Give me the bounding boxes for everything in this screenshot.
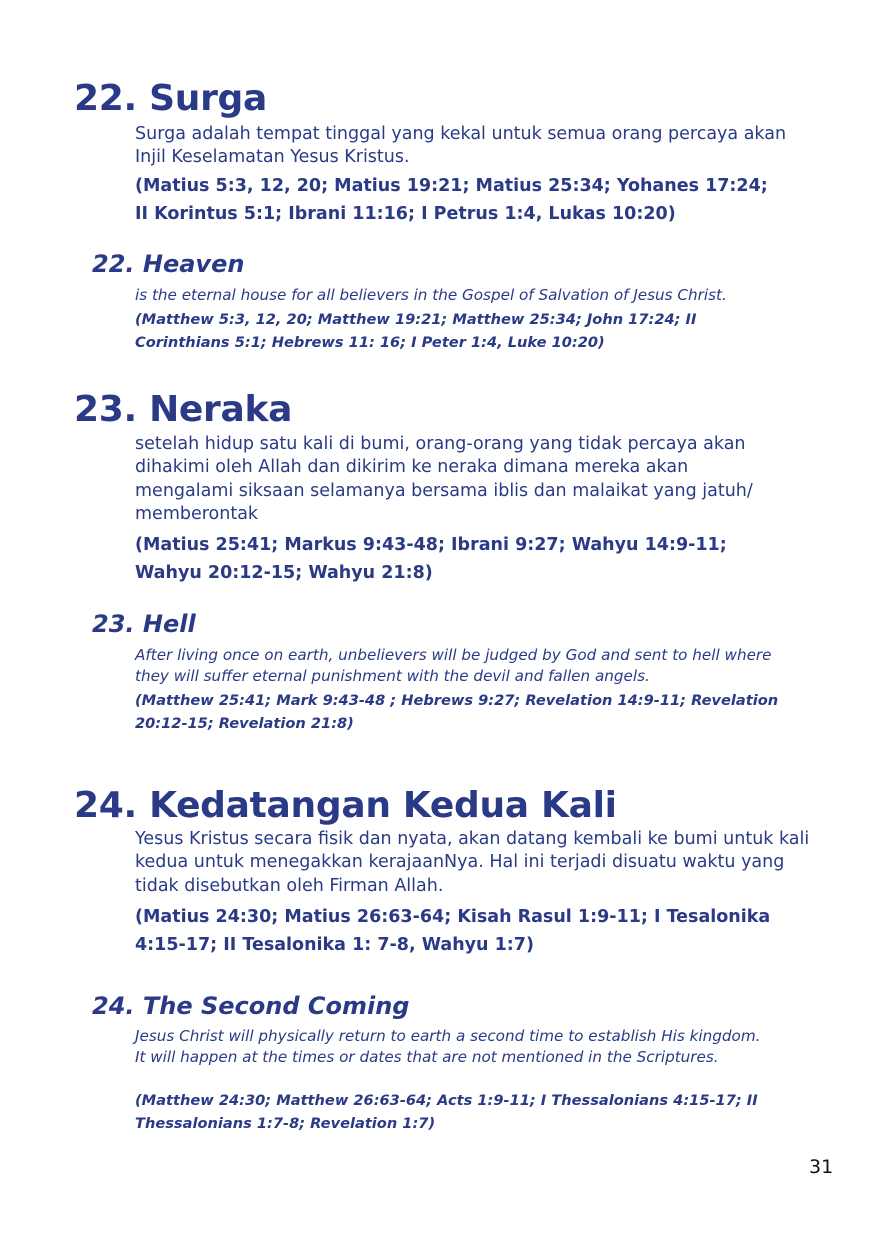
- section-references-id: (Matius 24:30; Matius 26:63-64; Kisah Rasul 1:9-11; I Tesalonika 4:15-17; II Tesalonika 1: 7-8, Wahyu 1:7): [135, 907, 771, 955]
- section-body-id: setelah hidup satu kali di bumi, orang-orang yang tidak percaya akan dihakimi oleh Allah dan dikirim ke neraka dimana mereka akan mengalami siksaan selamanya bersama iblis dan malaikat yang jatuh/ memberontak: [135, 434, 753, 524]
- section-references-id: (Matius 5:3, 12, 20; Matius 19:21; Matius 25:34; Yohanes 17:24; II Korintus 5:1; Ibrani 11:16; I Petrus 1:4, Lukas 10:20): [135, 176, 768, 224]
- section-heading-id: 22. Surga: [74, 78, 267, 119]
- page-number: 31: [809, 1156, 834, 1178]
- section-body-en: After living once on earth, unbelievers will be judged by God and sent to hell where they will suffer eternal punishment with the devil and fallen angels.: [135, 646, 772, 686]
- section-references-en: (Matthew 25:41; Mark 9:43-48 ; Hebrews 9:27; Revelation 14:9-11; Revelation 20:12-15; Revelation 21:8): [135, 692, 779, 732]
- section-heading-en: 23. Hell: [92, 610, 196, 638]
- section-references-en: (Matthew 24:30; Matthew 26:63-64; Acts 1:9-11; I Thessalonians 4:15-17; II Thessalonians 1:7-8; Revelation 1:7): [135, 1092, 758, 1132]
- section-body-id: Yesus Kristus secara fisik dan nyata, akan datang kembali ke bumi untuk kali kedua untuk menegakkan kerajaanNya. Hal ini terjadi disuatu waktu yang tidak disebutkan oleh Firman Allah.: [135, 829, 810, 896]
- section-heading-en: 22. Heaven: [92, 250, 245, 278]
- section-body-en: is the eternal house for all believers in the Gospel of Salvation of Jesus Christ.: [135, 286, 727, 304]
- section-heading-en: 24. The Second Coming: [92, 992, 410, 1020]
- section-body-en: Jesus Christ will physically return to earth a second time to establish His kingdom. It will happen at the times or dates that are not mentioned in the Scriptures.: [135, 1027, 761, 1067]
- section-heading-id: 23. Neraka: [74, 389, 293, 430]
- section-references-en: (Matthew 5:3, 12, 20; Matthew 19:21; Matthew 25:34; John 17:24; II Corinthians 5:1; Hebrews 11: 16; I Peter 1:4, Luke 10:20): [135, 311, 697, 351]
- section-body-id: Surga adalah tempat tinggal yang kekal untuk semua orang percaya akan Injil Keselamatan Yesus Kristus.: [135, 124, 787, 168]
- section-references-id: (Matius 25:41; Markus 9:43-48; Ibrani 9:27; Wahyu 14:9-11; Wahyu 20:12-15; Wahyu 21:8): [135, 535, 727, 583]
- section-heading-id: 24. Kedatangan Kedua Kali: [74, 785, 617, 826]
